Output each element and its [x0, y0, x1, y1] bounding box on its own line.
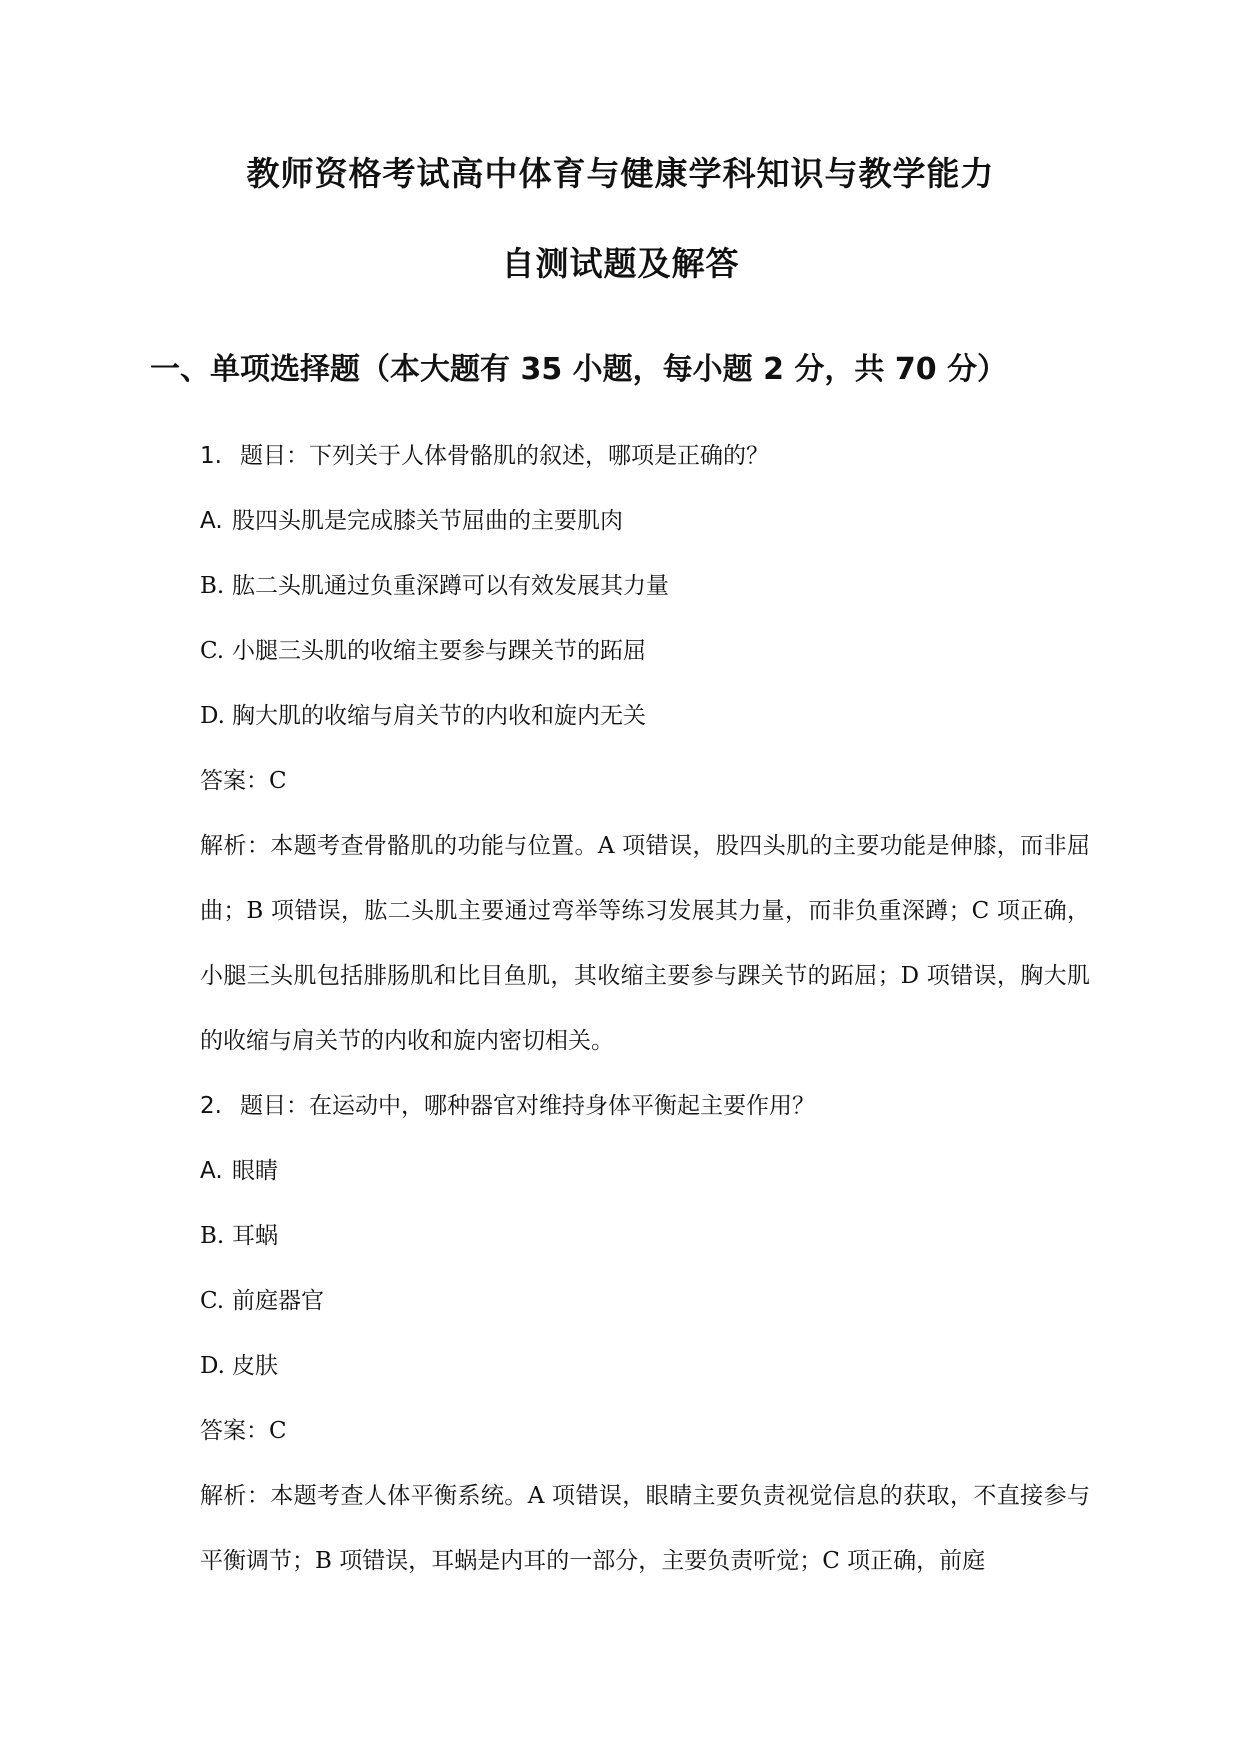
question-stem: [200, 1074, 1090, 1139]
option-text: 耳蜗: [232, 1223, 278, 1249]
document-title-line-2: 自测试题及解答: [501, 244, 740, 283]
option-c: [200, 1269, 1090, 1334]
option-text: 肱二头肌通过负重深蹲可以有效发展其力量: [232, 573, 669, 599]
option-d: [200, 684, 1090, 749]
option-text: 皮肤: [232, 1353, 278, 1379]
analysis: 解析：本题考查骨骼肌的功能与位置。A 项错误，股四头肌的主要功能是伸膝，而非屈曲；B 项错误，肱二头肌主要通过弯举等练习发展其力量，而非负重深蹲；C 项正确，小腿三头肌包括腓肠肌和比目鱼肌，其收缩主要参与踝关节的跖屈；D 项错误，胸大肌的收缩与肩关节的内收和旋内密切相关。: [200, 833, 1090, 1054]
answer: 答案：C: [200, 1418, 287, 1444]
question-1: [200, 424, 1090, 1074]
question-number: 1.: [200, 443, 222, 469]
option-a: [200, 1139, 1090, 1204]
question-stem: [200, 424, 1090, 489]
analysis: 解析：本题考查人体平衡系统。A 项错误，眼睛主要负责视觉信息的获取，不直接参与平衡调节；B 项错误，耳蜗是内耳的一部分，主要负责听觉；C 项正确，前庭: [200, 1483, 1090, 1574]
option-text: 胸大肌的收缩与肩关节的内收和旋内无关: [232, 703, 646, 729]
option-letter: C.: [200, 1288, 225, 1314]
option-text: 前庭器官: [232, 1288, 324, 1314]
option-c: [200, 619, 1090, 684]
document-title-line-1: 教师资格考试高中体育与健康学科知识与教学能力: [246, 154, 995, 193]
option-a: [200, 489, 1090, 554]
option-text: 小腿三头肌的收缩主要参与踝关节的跖屈: [232, 638, 646, 664]
question-text: 题目：在运动中，哪种器官对维持身体平衡起主要作用？: [240, 1093, 815, 1119]
question-list: [200, 424, 1090, 1594]
option-letter: D.: [200, 1353, 225, 1379]
question-2: [200, 1074, 1090, 1594]
option-letter: B.: [200, 573, 225, 599]
option-letter: B.: [200, 1223, 225, 1249]
section-heading: 一、单项选择题（本大题有 35 小题，每小题 2 分，共 70 分）: [150, 352, 1008, 387]
option-b: [200, 554, 1090, 619]
option-letter: D.: [200, 703, 225, 729]
question-number: 2.: [200, 1093, 222, 1119]
option-d: [200, 1334, 1090, 1399]
option-text: 眼睛: [232, 1158, 278, 1184]
option-text: 股四头肌是完成膝关节屈曲的主要肌肉: [232, 508, 623, 534]
option-b: [200, 1204, 1090, 1269]
option-letter: C.: [200, 638, 225, 664]
option-letter: A.: [200, 1158, 223, 1184]
question-text: 题目：下列关于人体骨骼肌的叙述，哪项是正确的？: [240, 443, 769, 469]
option-letter: A.: [200, 508, 223, 534]
answer: 答案：C: [200, 768, 287, 794]
